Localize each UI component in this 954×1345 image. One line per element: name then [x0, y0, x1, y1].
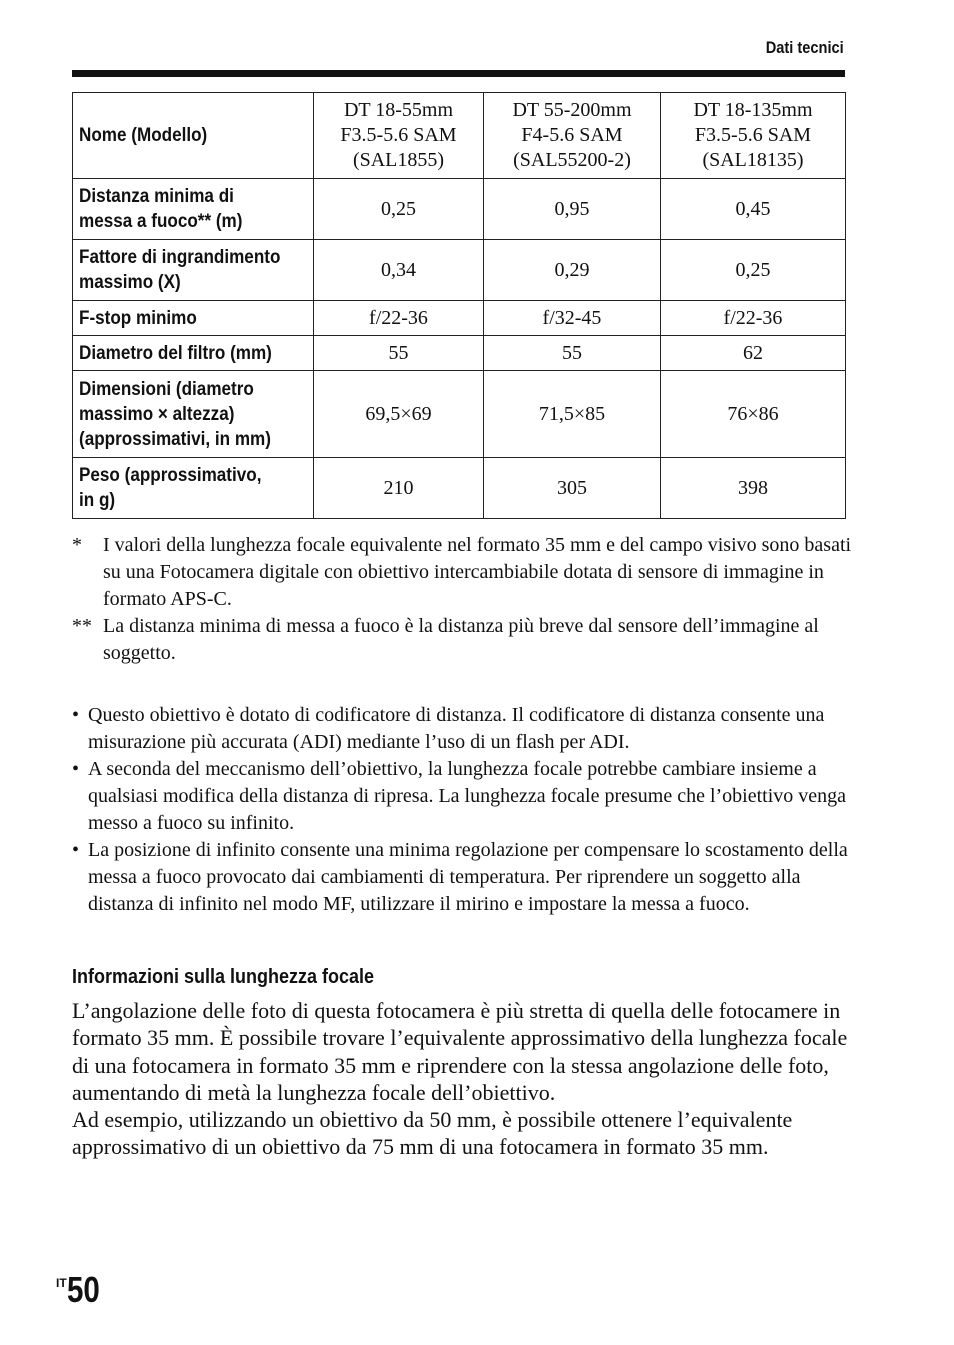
bullet-list: [72, 702, 852, 918]
model-cell: DT 18-55mm F3.5-5.6 SAM (SAL1855): [314, 93, 484, 179]
table-row: [73, 240, 846, 301]
model-cell: DT 55-200mm F4-5.6 SAM (SAL55200-2): [484, 93, 661, 179]
footnote-mark: **: [72, 615, 92, 637]
list-item: [72, 756, 852, 837]
row-label: F-stop minimo: [73, 301, 314, 336]
table-cell: 55: [484, 336, 661, 371]
table-row: [73, 301, 846, 336]
table-cell: 55: [314, 336, 484, 371]
table-cell: 62: [661, 336, 846, 371]
footnotes: [72, 532, 852, 667]
table-row: [73, 336, 846, 371]
list-item-text: La posizione di infinito consente una minima regolazione per compensare lo scostamento della messa a fuoco provocato dai cambiamenti di temperatura. Per riprendere un soggetto alla distanza di infinito nel modo MF, utilizzare il mirino e impostare la messa a fuoco.: [88, 839, 848, 915]
table-row: [73, 371, 846, 458]
row-label: Dimensioni (diametro massimo × altezza) (approssimativi, in mm): [73, 371, 314, 458]
footnote: [72, 613, 852, 667]
footnote: [72, 532, 852, 613]
table-cell: f/22-36: [661, 301, 846, 336]
list-item: [72, 837, 852, 918]
table-cell: 210: [314, 458, 484, 519]
bullet-icon: •: [72, 758, 80, 780]
paragraph: Ad esempio, utilizzando un obiettivo da 50 mm, è possibile ottenere l’equivalente approssimativo di un obiettivo da 75 mm di una fotocamera in formato 35 mm.: [72, 1107, 793, 1160]
row-label: Fattore di ingrandimento massimo (X): [73, 240, 314, 301]
list-item: [72, 702, 852, 756]
table-row: [73, 458, 846, 519]
model-cell: DT 18-135mm F3.5-5.6 SAM (SAL18135): [661, 93, 846, 179]
section-heading: Informazioni sulla lunghezza focale: [72, 966, 375, 988]
table-cell: 0,45: [661, 179, 846, 240]
row-label: Diametro del filtro (mm): [73, 336, 314, 371]
specs-table: [72, 92, 846, 519]
table-row: [73, 179, 846, 240]
table-cell: f/32-45: [484, 301, 661, 336]
table-cell: 398: [661, 458, 846, 519]
header-rule: [72, 70, 845, 77]
page-number-value: 50: [66, 1269, 100, 1310]
paragraph: L’angolazione delle foto di questa fotocamera è più stretta di quella delle fotocamere in formato 35 mm. È possibile trovare l’equivalente approssimativo della lunghezza focale di una fotocamera in formato 35 mm e riprendere con la stessa angolazione delle foto, aumentando di metà la lunghezza focale dell’obiettivo.: [72, 998, 848, 1105]
list-item-text: A seconda del meccanismo dell’obiettivo, la lunghezza focale potrebbe cambiare insieme a qualsiasi modifica della distanza di ripresa. La lunghezza focale presume che l’obiettivo venga messo a fuoco su infinito.: [88, 758, 847, 834]
table-cell: 305: [484, 458, 661, 519]
table-cell: 0,25: [661, 240, 846, 301]
bullet-icon: •: [72, 704, 80, 726]
table-cell: 0,95: [484, 179, 661, 240]
table-cell: 71,5×85: [484, 371, 661, 458]
table-cell: 0,25: [314, 179, 484, 240]
language-code: IT: [56, 1276, 67, 1290]
footnote-text: I valori della lunghezza focale equivalente nel formato 35 mm e del campo visivo sono basati su una Fotocamera digitale con obiettivo intercambiabile dotata di sensore di immagine in formato APS-C.: [103, 534, 852, 610]
page-number: [56, 1270, 107, 1310]
table-cell: 76×86: [661, 371, 846, 458]
table-cell: 69,5×69: [314, 371, 484, 458]
footnote-text: La distanza minima di messa a fuoco è la distanza più breve dal sensore dell’immagine al soggetto.: [103, 615, 819, 664]
body-text: [72, 997, 852, 1161]
table-cell: 0,29: [484, 240, 661, 301]
table-header-row: [73, 93, 846, 179]
footnote-mark: *: [72, 534, 82, 556]
table-cell: f/22-36: [314, 301, 484, 336]
list-item-text: Questo obiettivo è dotato di codificatore di distanza. Il codificatore di distanza consente una misurazione più accurata (ADI) mediante l’uso di un flash per ADI.: [88, 704, 825, 753]
running-header: Dati tecnici: [765, 38, 844, 57]
row-label: Peso (approssimativo, in g): [73, 458, 314, 519]
row-label: Distanza minima di messa a fuoco** (m): [73, 179, 314, 240]
table-cell: 0,34: [314, 240, 484, 301]
bullet-icon: •: [72, 839, 80, 861]
table-header-label: Nome (Modello): [73, 93, 314, 179]
